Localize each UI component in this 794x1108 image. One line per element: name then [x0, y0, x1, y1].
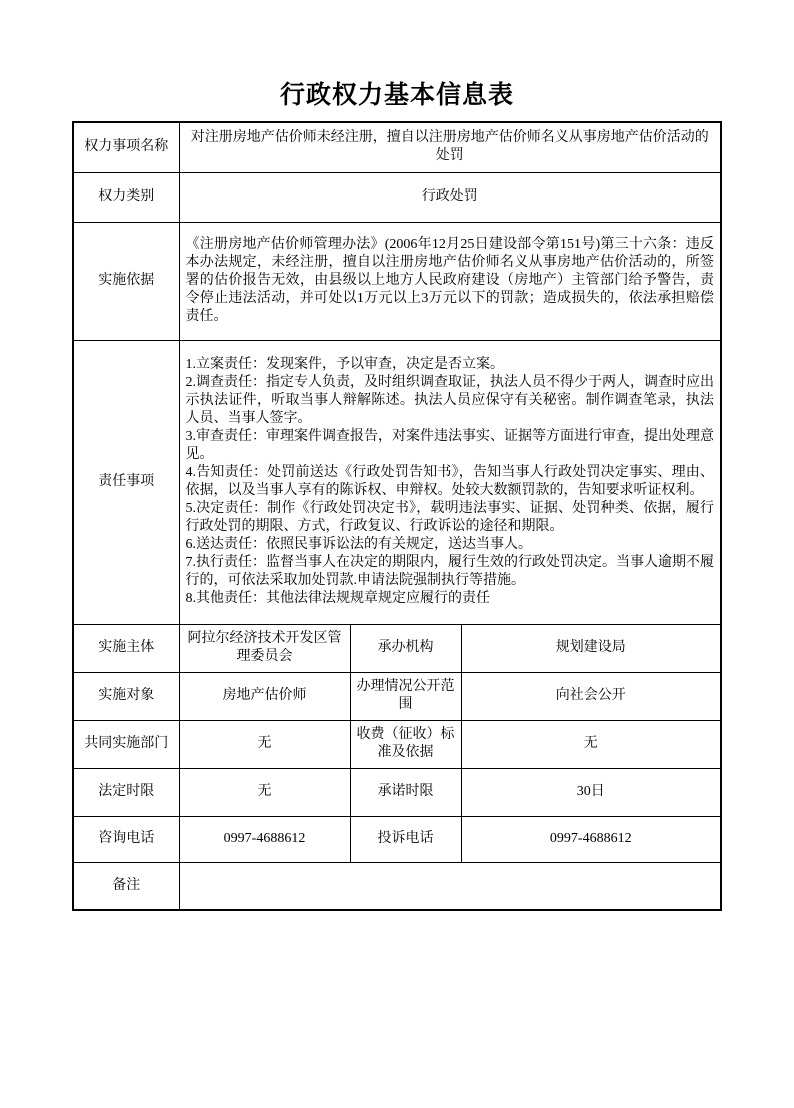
duty-item-6: 6.送达责任：依照民事诉讼法的有关规定，送达当事人。: [185, 537, 532, 552]
duty-item-2: 2.调查责任：指定专人负责，及时组织调查取证，执法人员不得少于两人，调查时应出示执法证件，听取当事人辩解陈述。执法人员应保守有关秘密。制作调查笔录，执法人员、当事人签字。: [185, 375, 714, 426]
responsibility-items-value: [179, 340, 721, 624]
implementation-target-label: 实施对象: [73, 672, 179, 720]
complaint-phone-value: 0997-4688612: [461, 816, 721, 862]
consult-phone-label: 咨询电话: [73, 816, 179, 862]
row-power-item-name: [73, 122, 721, 172]
duty-item-5: 5.决定责任：制作《行政处罚决定书》，载明违法事实、证据、处罚种类、依据，履行行政处罚的期限、方式，行政复议、行政诉讼的途径和期限。: [185, 501, 714, 534]
row-phones: [73, 816, 721, 862]
row-power-category: [73, 172, 721, 222]
row-joint-departments: [73, 720, 721, 768]
row-implementation-subject: [73, 624, 721, 672]
joint-departments-value: 无: [179, 720, 350, 768]
implementation-basis-label: 实施依据: [73, 222, 179, 340]
disclosure-scope-value: 向社会公开: [461, 672, 721, 720]
undertaking-agency-value: 规划建设局: [461, 624, 721, 672]
responsibility-items-label: 责任事项: [73, 340, 179, 624]
promised-time-limit-value: 30日: [461, 768, 721, 816]
fee-standard-value: 无: [461, 720, 721, 768]
remarks-label: 备注: [73, 862, 179, 910]
page-title: 行政权力基本信息表: [279, 82, 514, 109]
row-implementation-target: [73, 672, 721, 720]
row-implementation-basis: [73, 222, 721, 340]
row-time-limits: [73, 768, 721, 816]
statutory-time-limit-value: 无: [179, 768, 350, 816]
row-remarks: [73, 862, 721, 910]
implementation-subject-label: 实施主体: [73, 624, 179, 672]
power-category-label: 权力类别: [73, 172, 179, 222]
implementation-subject-value: 阿拉尔经济技术开发区管理委员会: [179, 624, 350, 672]
statutory-time-limit-label: 法定时限: [73, 768, 179, 816]
power-category-value: 行政处罚: [179, 172, 721, 222]
duty-item-4: 4.告知责任：处罚前送达《行政处罚告知书》，告知当事人行政处罚决定事实、理由、依据，以及当事人享有的陈诉权、申辩权。处较大数额罚款的，告知要求听证权利。: [185, 465, 714, 498]
admin-power-info-table: [72, 121, 722, 911]
row-responsibility-items: [73, 340, 721, 624]
power-item-name-label: 权力事项名称: [73, 122, 179, 172]
undertaking-agency-label: 承办机构: [350, 624, 461, 672]
duty-item-8: 8.其他责任：其他法律法规规章规定应履行的责任: [185, 591, 490, 606]
consult-phone-value: 0997-4688612: [179, 816, 350, 862]
fee-standard-label: 收费（征收）标准及依据: [350, 720, 461, 768]
power-item-name-value: 对注册房地产估价师未经注册，擅自以注册房地产估价师名义从事房地产估价活动的处罚: [179, 122, 721, 172]
duty-item-1: 1.立案责任：发现案件，予以审查，决定是否立案。: [185, 357, 504, 372]
implementation-basis-value: 《注册房地产估价师管理办法》(2006年12月25日建设部令第151号)第三十六条：违反本办法规定，未经注册，擅自以注册房地产估价师名义从事房地产估价活动的，所签署的估价报告无效，由县级以上地方人民政府建设（房地产）主管部门给予警告，责令停止违法活动，并可处以1万元以上3万元以下的罚款；造成损失的，依法承担赔偿责任。: [179, 222, 721, 340]
duty-item-3: 3.审查责任：审理案件调查报告，对案件违法事实、证据等方面进行审查，提出处理意见。: [185, 429, 714, 462]
implementation-target-value: 房地产估价师: [179, 672, 350, 720]
joint-departments-label: 共同实施部门: [73, 720, 179, 768]
disclosure-scope-label: 办理情况公开范围: [350, 672, 461, 720]
promised-time-limit-label: 承诺时限: [350, 768, 461, 816]
duty-item-7: 7.执行责任：监督当事人在决定的期限内，履行生效的行政处罚决定。当事人逾期不履行的，可依法采取加处罚款.申请法院强制执行等措施。: [185, 555, 714, 588]
complaint-phone-label: 投诉电话: [350, 816, 461, 862]
remarks-value: [179, 862, 721, 910]
